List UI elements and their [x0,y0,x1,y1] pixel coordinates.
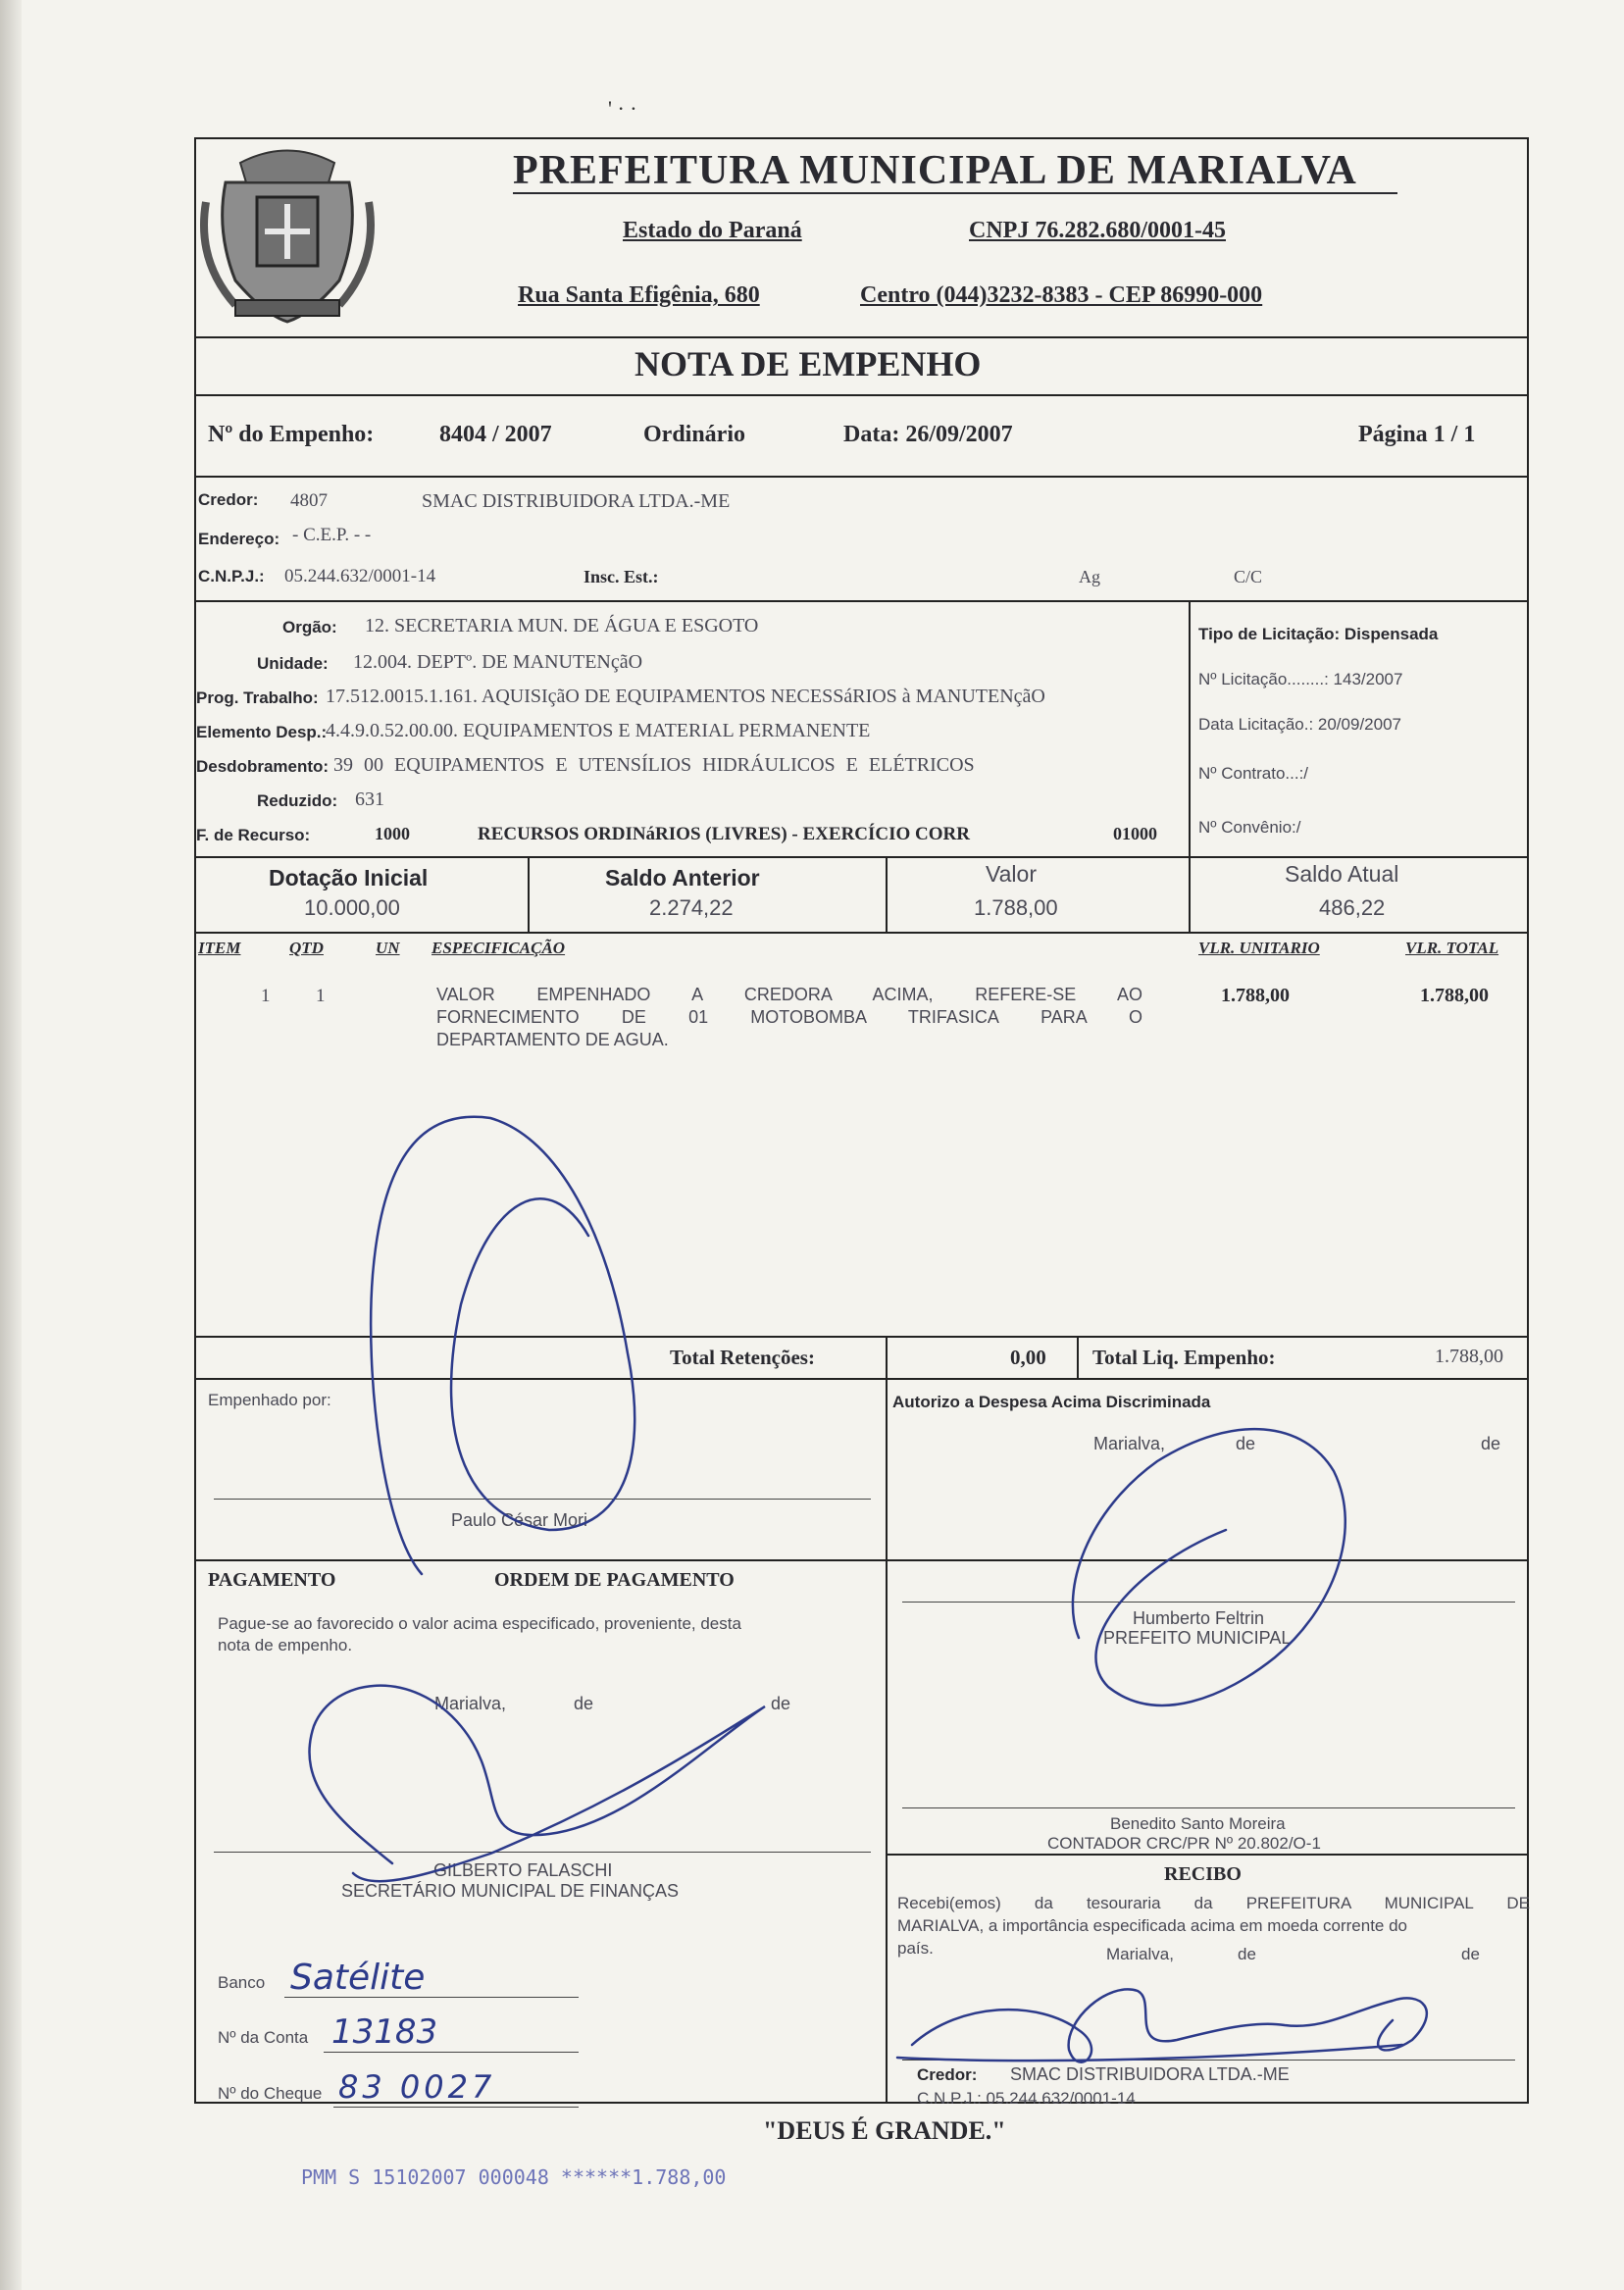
contador-name: Benedito Santo Moreira [1110,1814,1286,1833]
unidade-label: Unidade: [257,654,329,673]
col-qtd: QTD [289,939,324,957]
reduzido-label: Reduzido: [257,791,338,810]
endereco-value: - C.E.P. - - [292,525,372,545]
insc-est-label: Insc. Est.: [584,567,659,586]
cheque-label: Nº do Cheque [218,2084,323,2103]
sign-line-secretario [214,1852,871,1853]
recibo-text-line1: Recebi(emos) da tesouraria da PREFEITURA MUNICIPAL DE [897,1894,1530,1912]
pagamento-text-line2: nota de empenho. [218,1636,353,1654]
banco-underline [284,1997,579,1998]
recibo-credor-name: SMAC DISTRIBUIDORA LTDA.-ME [1010,2064,1290,2084]
rule-totals-div1 [528,856,530,932]
empenhado-signer: Paulo César Mori [451,1510,588,1530]
dotacao-value: 10.000,00 [304,895,400,920]
credor-name: SMAC DISTRIBUIDORA LTDA.-ME [422,490,731,512]
address-street: Rua Santa Efigênia, 680 [518,282,760,308]
numero-convenio: Nº Convênio:/ [1198,818,1301,837]
desdobramento-value: 39 00 EQUIPAMENTOS E UTENSÍLIOS HIDRÁULICOS E ELÉTRICOS [333,754,975,776]
prefeito-role: PREFEITO MUNICIPAL [1103,1628,1292,1648]
saldo-atual-label: Saldo Atual [1285,861,1399,887]
rule-retencoes-div [1077,1336,1079,1378]
rule-totals-div2 [886,856,888,932]
rule-totals-div3 [1189,856,1191,932]
rule-lower-divider [886,1336,888,2104]
empenhado-label: Empenhado por: [208,1391,331,1409]
banco-label: Banco [218,1973,266,1992]
sign-line-empenhado [214,1499,871,1500]
autorizo-de1: de [1236,1434,1256,1453]
row-vlr-unitario: 1.788,00 [1221,985,1290,1006]
saldo-anterior-value: 2.274,22 [649,895,734,920]
empenho-date: Data: 26/09/2007 [843,422,1013,447]
rule-title [194,394,1529,396]
recibo-de2: de [1461,1945,1480,1963]
col-item: ITEM [198,939,241,957]
unidade-value: 12.004. DEPTº. DE MANUTENçãO [353,651,643,673]
autorizo-de2: de [1481,1434,1501,1453]
prefeitura-title: PREFEITURA MUNICIPAL DE MARIALVA [513,148,1357,193]
autorizo-city: Marialva, [1093,1434,1166,1453]
page-number: Página 1 / 1 [1358,422,1476,447]
rule-items [194,1336,1529,1338]
endereco-label: Endereço: [198,530,280,548]
sign-line-credor [902,2060,1515,2061]
municipal-crest-icon [196,143,379,335]
recibo-city: Marialva, [1106,1945,1174,1963]
conta-underline [324,2052,579,2053]
rule-header [194,336,1529,338]
credor-cnpj-label: C.N.P.J.: [198,567,265,585]
recibo-title: RECIBO [1164,1863,1242,1885]
recurso-code: 1000 [375,824,410,843]
banco-value: Satélite [290,1958,426,1998]
col-vlr-total: VLR. TOTAL [1405,939,1499,957]
prog-trabalho-label: Prog. Trabalho: [196,688,319,707]
data-licitacao: Data Licitação.: 20/09/2007 [1198,715,1401,734]
conta-label: Nº da Conta [218,2028,309,2047]
total-liquido-value: 1.788,00 [1435,1346,1503,1367]
rule-totals [194,932,1529,934]
recurso-description: RECURSOS ORDINáRIOS (LIVRES) - EXERCÍCIO CORR [478,824,970,844]
credor-label: Credor: [198,490,259,509]
autorizo-label: Autorizo a Despesa Acima Discriminada [892,1393,1211,1411]
state-name: Estado do Paraná [623,218,802,243]
agencia-label: Ag [1079,567,1100,586]
row-description-line3: DEPARTAMENTO DE AGUA. [436,1030,669,1049]
credor-cnpj-value: 05.244.632/0001-14 [284,566,436,586]
doc-title: NOTA DE EMPENHO [634,344,982,383]
title-underline [513,192,1397,194]
retencoes-value: 0,00 [1010,1346,1046,1369]
recibo-credor-label: Credor: [917,2065,978,2084]
address-rest: Centro (044)3232-8383 - CEP 86990-000 [860,282,1263,308]
numero-licitacao: Nº Licitação........: 143/2007 [1198,670,1403,688]
credor-code: 4807 [290,490,328,511]
row-description-line1: VALOR EMPENHADO A CREDORA ACIMA, REFERE-SE AO [436,985,1142,1004]
secretario-role: SECRETÁRIO MUNICIPAL DE FINANÇAS [341,1881,680,1901]
desdobramento-label: Desdobramento: [196,757,330,776]
conta-value: 13183 [331,2012,438,2052]
saldo-anterior-label: Saldo Anterior [605,865,760,891]
pagamento-de1: de [574,1694,594,1713]
rule-empenho [194,476,1529,478]
empenho-label: Nº do Empenho: [208,422,375,447]
conta-corrente-label: C/C [1234,567,1263,586]
rule-classification [194,856,1529,858]
col-un: UN [376,939,400,957]
sign-line-autorizo [902,1602,1515,1603]
orgao-label: Orgão: [282,618,337,636]
col-especificacao: ESPECIFICAÇÃO [431,939,566,957]
recibo-cnpj: C.N.P.J.: 05.244.632/0001-14 [917,2089,1136,2108]
elemento-label: Elemento Desp.: [196,723,328,741]
pagamento-city: Marialva, [434,1694,507,1713]
scan-edge-shadow [0,0,22,2290]
row-qtd: 1 [316,986,326,1006]
reduzido-value: 631 [355,789,384,810]
sign-line-contador [902,1807,1515,1808]
orgao-value: 12. SECRETARIA MUN. DE ÁGUA E ESGOTO [365,615,759,636]
valor-label: Valor [986,861,1037,887]
numero-contrato: Nº Contrato...:/ [1198,764,1309,783]
pagamento-label: PAGAMENTO [208,1569,336,1591]
empenho-type: Ordinário [643,422,746,447]
footer-stamp: PMM S 15102007 000048 ******1.788,00 [301,2165,727,2189]
recurso-label: F. de Recurso: [196,826,311,844]
row-description-line2: FORNECIMENTO DE 01 MOTOBOMBA TRIFASICA PARA O [436,1007,1142,1027]
prefeito-name: Humberto Feltrin [1133,1608,1265,1628]
pagamento-text-line1: Pague-se ao favorecido o valor acima especificado, proveniente, desta [218,1614,741,1633]
pagamento-de2: de [771,1694,791,1713]
tipo-licitacao: Tipo de Licitação: Dispensada [1198,625,1439,643]
valor-value: 1.788,00 [974,895,1058,920]
rule-licitacao-divider [1189,600,1191,856]
rule-recibo [886,1854,1529,1856]
rule-empenhado [194,1559,1529,1561]
ordem-pagamento-label: ORDEM DE PAGAMENTO [494,1569,735,1591]
empenho-number: 8404 / 2007 [439,422,552,447]
recibo-text-line2: MARIALVA, a importância especificada acima em moeda corrente do [897,1916,1408,1935]
cheque-value: 83 0027 [338,2068,496,2106]
header-cnpj: CNPJ 76.282.680/0001-45 [969,218,1226,243]
retencoes-label: Total Retenções: [670,1346,815,1369]
total-liquido-label: Total Liq. Empenho: [1092,1346,1276,1369]
recurso-number: 01000 [1113,824,1157,843]
rule-credor [194,600,1529,602]
secretario-name: GILBERTO FALASCHI [433,1860,613,1880]
cheque-underline [333,2107,579,2108]
row-vlr-total: 1.788,00 [1420,985,1489,1006]
col-vlr-unitario: VLR. UNITARIO [1198,939,1320,957]
footer-motto: "DEUS É GRANDE." [763,2116,1006,2145]
prog-trabalho-value: 17.512.0015.1.161. AQUISIçãO DE EQUIPAMENTOS NECESSáRIOS à MANUTENçãO [326,686,1045,707]
rule-retencoes [194,1378,1529,1380]
saldo-atual-value: 486,22 [1319,895,1386,920]
recibo-text-line3: país. [897,1939,934,1958]
elemento-value: 4.4.9.0.52.00.00. EQUIPAMENTOS E MATERIAL PERMANENTE [326,720,871,741]
recibo-de1: de [1238,1945,1256,1963]
contador-role: CONTADOR CRC/PR Nº 20.802/O-1 [1047,1834,1321,1853]
dotacao-label: Dotação Inicial [269,865,429,891]
row-item-number: 1 [261,986,271,1006]
scan-artifact: ' · · [608,96,637,121]
